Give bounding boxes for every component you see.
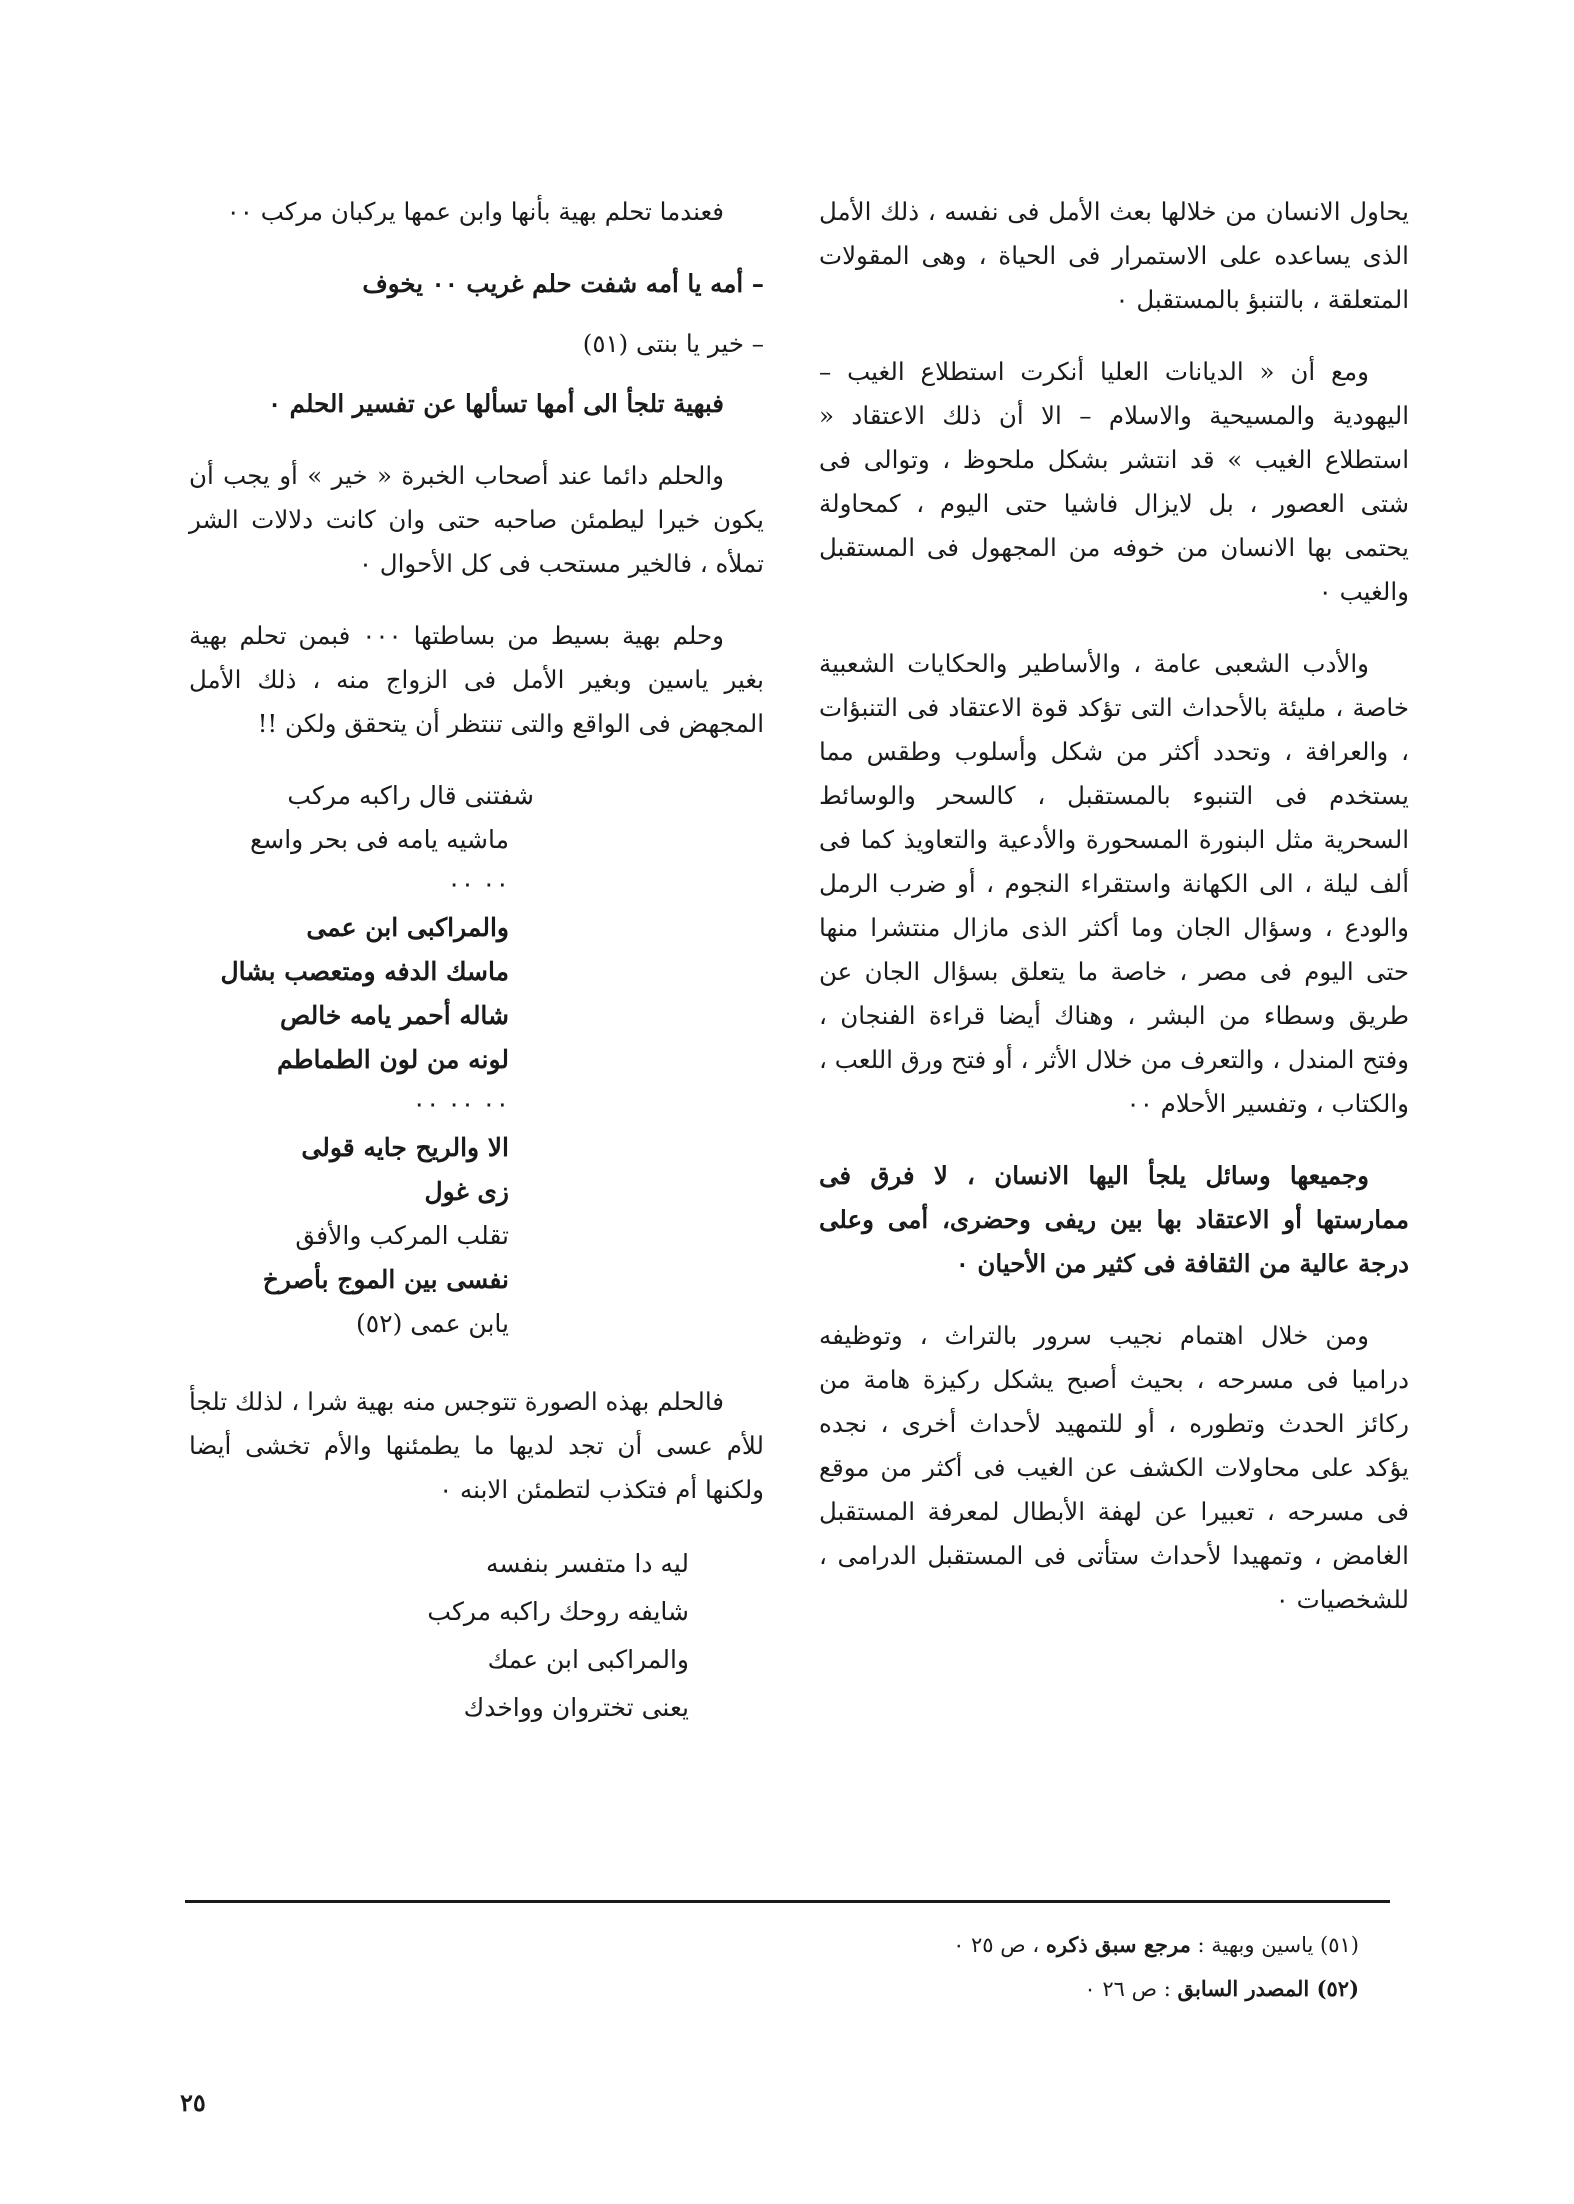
paragraph: فبهية تلجأ الى أمها تسألها عن تفسير الحلم ٠ [267,389,724,418]
dialogue-line: – خير يا بنتى (٥١) [582,329,764,358]
dialogue-line: – أمه يا أمه شفت حلم غريب ٠٠ يخوف [362,269,764,298]
paragraph: والأدب الشعبى عامة ، والأساطير والحكايات الشعبية خاصة ، مليئة بالأحداث التى تؤكد قوة الاعتقاد فى التنبؤات ، والعرافة ، وتحدد أكثر من شكل وأسلوب وطقس مما يستخدم فى التنبوء بالمستقبل ، كالسحر والوسائط السحرية مثل البنورة المسحورة والأدعية والتعاويذ كما فى ألف ليلة ، الى الكهانة واستقراء النجوم ، أو ضرب الرمل والودع ، وسؤال الجان وما أكثر الذى مازال منتشرا منها حتى اليوم فى مصر ، خاصة ما يتعلق بسؤال الجان عن طريق وسطاء من البشر ، وهناك أيضا قراءة الفنجان ، وفتح المندل ، والتعرف من خلال الأثر ، أو فتح ورق اللعب ، والكتاب ، وتفسير الأحلام ٠٠ [819,649,1409,1118]
paragraph: وحلم بهية بسيط من بساطتها ٠٠٠ فبمن تحلم بهية بغير ياسين وبغير الأمل فى الزواج منه ، ذلك الأمل المجهض فى الواقع والتى تنتظر أن يتحقق ولكن !! [189,621,764,738]
footnote-page: ، ص ٢٥ ٠ [953,1933,1040,1957]
footnote-divider [185,1900,1390,1903]
verse-line: الا والريح جايه قولى [301,1133,509,1162]
verse-line: ٠٠ ٠٠ [447,869,509,898]
verse-line: تقلب المركب والأفق [295,1221,509,1250]
paragraph: والحلم دائما عند أصحاب الخبرة « خير » أو يجب أن يكون خيرا ليطمئن صاحبه حتى وان كانت دلالات الشر تملأه ، فالخير مستحب فى كل الأحوال ٠ [189,461,764,578]
verse-line: ماسك الدفه ومتعصب بشال [220,957,509,986]
footnote-52 [1084,1974,1359,2004]
verse-line: والمراكبى ابن عمى [306,913,509,942]
page-number: ٢٥ [180,2088,206,2117]
left-column [189,190,764,1732]
verse-line: ليه دا متفسر بنفسه [485,1549,689,1578]
verse-line: والمراكبى ابن عمك [487,1645,689,1674]
verse-block [189,774,764,1346]
footnote-reference: مرجع سبق ذكره [1045,1932,1191,1957]
verse-line: يابن عمى (٥٢) [355,1309,509,1338]
footnote-text: (٥١) ياسين وبهية : [1197,1933,1359,1957]
footnote-page: : ص ٢٦ ٠ [1084,1977,1171,2001]
verse-line: يعنى تختروان وواخدك [463,1693,689,1722]
paragraph: فالحلم بهذه الصورة تتوجس منه بهية شرا ، لذلك تلجأ للأم عسى أن تجد لديها ما يطمئنها والأم تخشى أيضا ولكنها أم فتكذب لتطمئن الابنه ٠ [189,1387,764,1504]
verse-line: زى غول [424,1177,509,1206]
verse-line: ٠٠ ٠٠ ٠٠ [412,1089,509,1118]
verse-line: شاله أحمر يامه خالص [279,1001,509,1030]
verse-line: لونه من لون الطماطم [277,1045,509,1074]
footnote-reference: (٥٢) المصدر السابق [1177,1976,1359,2001]
footnote-51 [953,1930,1359,1960]
paragraph: فعندما تحلم بهية بأنها وابن عمها يركبان مركب ٠٠ [226,197,724,226]
paragraph: ومع أن « الديانات العليا أنكرت استطلاع الغيب – اليهودية والمسيحية والاسلام – الا أن ذلك الاعتقاد « استطلاع الغيب » قد انتشر بشكل ملحوظ ، وتوالى فى شتى العصور ، بل لايزال فاشيا حتى اليوم ، كمحاولة يحتمى بها الانسان من خوفه من المجهول فى المستقبل والغيب ٠ [819,357,1409,606]
verse-block [189,1540,764,1732]
paragraph: يحاول الانسان من خلالها بعث الأمل فى نفسه ، ذلك الأمل الذى يساعده على الاستمرار فى الحياة ، وهى المقولات المتعلقة ، بالتنبؤ بالمستقبل ٠ [819,197,1409,314]
verse-line: شايفه روحك راكبه مركب [427,1597,689,1626]
right-column [819,190,1409,1650]
paragraph: ومن خلال اهتمام نجيب سرور بالتراث ، وتوظيفه دراميا فى مسرحه ، بحيث أصبح يشكل ركيزة هامة من ركائز الحدث وتطوره ، أو للتمهيد لأحداث أخرى ، نجده يؤكد على محاولات الكشف عن الغيب فى أكثر من موقع فى مسرحه ، تعبيرا عن لهفة الأبطال لمعرفة المستقبل الغامض ، وتمهيدا لأحداث ستأتى فى المستقبل الدرامى ، للشخصيات ٠ [819,1321,1409,1614]
verse-line: نفسى بين الموج بأصرخ [262,1265,509,1294]
verse-line: ماشيه يامه فى بحر واسع [249,825,509,854]
verse-line: شفتنى قال راكبه مركب [287,781,534,810]
paragraph: وجميعها وسائل يلجأ اليها الانسان ، لا فرق فى ممارستها أو الاعتقاد بها بين ريفى وحضرى، أمى وعلى درجة عالية من الثقافة فى كثير من الأحيان ٠ [819,1161,1409,1278]
